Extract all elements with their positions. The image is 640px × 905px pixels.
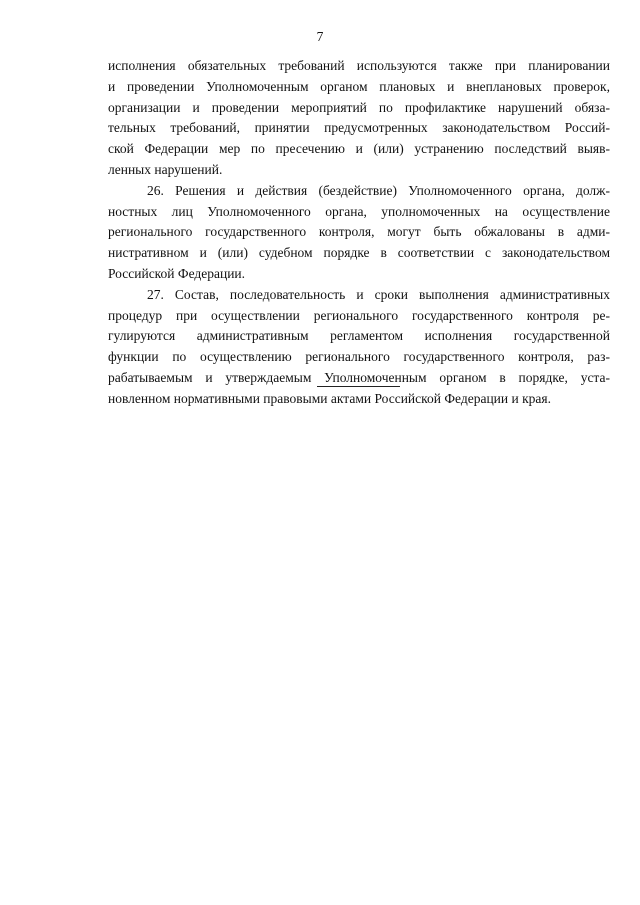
body-text: [108, 56, 610, 410]
text-line: ленных нарушений.: [108, 161, 223, 177]
text-line: тельных требований, принятии предусмотренных законодательством Россий-: [108, 120, 610, 136]
text-line: 27. Состав, последовательность и сроки выполнения административных: [147, 286, 610, 302]
text-line: Российской Федерации.: [108, 265, 246, 281]
text-line: гулируются административным регламентом исполнения государственной: [108, 328, 610, 344]
paragraph-25-continuation: [108, 56, 610, 181]
text-line: исполнения обязательных требований используются также при планировании: [108, 58, 610, 73]
text-line: ностных лиц Уполномоченного органа, уполномоченных на осуществление: [108, 203, 610, 219]
text-line: процедур при осуществлении регионального государственного контроля ре-: [108, 307, 610, 323]
page-number: 7: [316, 29, 324, 44]
text-line: нистративном и (или) судебном порядке в соответствии с законодательством: [108, 245, 610, 261]
paragraph-27: [108, 285, 610, 410]
text-line: рабатываемым и утверждаемым Уполномоченным органом в порядке, уста-: [108, 369, 610, 385]
text-line: функции по осуществлению регионального государственного контроля, раз-: [108, 349, 610, 365]
text-line: регионального государственного контроля, могут быть обжалованы в адми-: [108, 224, 610, 240]
paragraph-26: [108, 181, 610, 285]
text-line: организации и проведении мероприятий по профилактике нарушений обяза-: [108, 99, 610, 115]
text-line: и проведении Уполномоченным органом плановых и внеплановых проверок,: [108, 78, 610, 94]
text-line: новленном нормативными правовыми актами Российской Федерации и края.: [108, 390, 551, 406]
end-separator-line: [317, 386, 400, 387]
text-line: 26. Решения и действия (бездействие) Уполномоченного органа, долж-: [147, 182, 610, 198]
text-line: ской Федерации мер по пресечению и (или) устранению последствий выяв-: [108, 141, 610, 157]
